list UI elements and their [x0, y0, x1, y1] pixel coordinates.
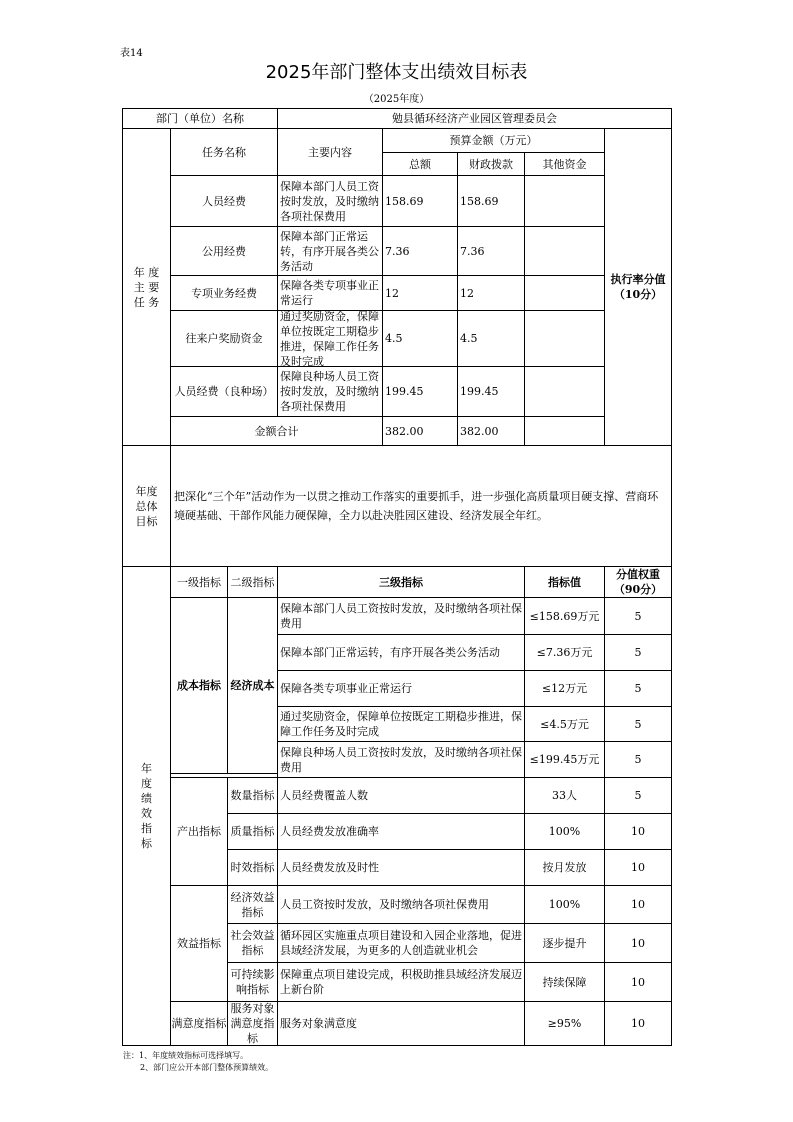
output-value: 33人 — [524, 777, 605, 814]
output-level2: 时效指标 — [227, 849, 278, 886]
cost-weight: 5 — [604, 741, 672, 778]
cost-value: ≤4.5万元 — [524, 706, 605, 742]
satisfaction-level2: 服务对象满意度指标 — [227, 1001, 278, 1046]
benefit-value: 逐步提升 — [524, 923, 605, 963]
benefit-level3: 循环园区实施重点项目建设和入园企业落地，促进县域经济发展，为更多的人创造就业机会 — [277, 923, 525, 963]
output-weight: 10 — [604, 813, 672, 850]
cost-weight: 5 — [604, 706, 672, 742]
indicators-section-text: 年度绩效指标 — [141, 762, 152, 850]
benefit-weight: 10 — [604, 885, 672, 924]
col-budget: 预算金额（万元） — [382, 128, 605, 153]
satisfaction-value: ≥95% — [524, 1001, 605, 1046]
col-level3: 三级指标 — [277, 566, 525, 598]
cost-level2: 经济成本 — [227, 597, 278, 774]
benefit-level2: 可持续影响指标 — [227, 962, 278, 1002]
col-main-content: 主要内容 — [277, 128, 383, 176]
output-weight: 5 — [604, 777, 672, 814]
indicators-section-label — [122, 566, 171, 1046]
task-name: 专项业务经费 — [170, 275, 278, 311]
col-level2: 二级指标 — [227, 566, 278, 598]
cost-level3: 通过奖励资金，保障单位按既定工期稳步推进，保障工作任务及时完成 — [277, 706, 525, 742]
output-value: 100% — [524, 813, 605, 850]
col-fiscal: 财政拨款 — [457, 152, 525, 176]
task-total: 12 — [382, 275, 458, 311]
tasks-section-label — [122, 128, 171, 446]
sum-label: 金额合计 — [170, 416, 383, 446]
satisfaction-weight: 10 — [604, 1001, 672, 1046]
exec-rate-text: 执行率分值（10分） — [610, 273, 666, 301]
cost-value: ≤158.69万元 — [524, 597, 605, 635]
col-other: 其他资金 — [524, 152, 605, 176]
output-level2: 数量指标 — [227, 777, 278, 814]
col-weight-text: 分值权重（90分） — [613, 568, 663, 596]
sum-total: 382.00 — [382, 416, 458, 446]
cost-weight: 5 — [604, 597, 672, 635]
task-other — [524, 275, 605, 311]
task-other — [524, 366, 605, 417]
task-content: 保障良种场人员工资按时发放，及时缴纳各项社保费用 — [277, 366, 383, 417]
cost-value: ≤12万元 — [524, 670, 605, 707]
task-fiscal: 199.45 — [457, 366, 525, 417]
benefit-level2: 社会效益指标 — [227, 923, 278, 963]
task-name: 人员经费（良种场） — [170, 366, 278, 417]
task-total: 158.69 — [382, 175, 458, 227]
col-total: 总额 — [382, 152, 458, 176]
benefit-weight: 10 — [604, 962, 672, 1002]
cost-weight: 5 — [604, 634, 672, 671]
benefit-weight: 10 — [604, 923, 672, 963]
cost-level3: 保障本部门人员工资按时发放，及时缴纳各项社保费用 — [277, 597, 525, 635]
benefit-level3: 保障重点项目建设完成，积极助推县域经济发展迈上新台阶 — [277, 962, 525, 1002]
task-content: 通过奖励资金，保障单位按既定工期稳步推进，保障工作任务及时完成 — [277, 310, 383, 367]
exec-rate-label — [604, 128, 672, 446]
task-content: 保障各类专项事业正常运行 — [277, 275, 383, 311]
dept-label: 部门（单位）名称 — [122, 108, 278, 129]
task-fiscal: 158.69 — [457, 175, 525, 227]
sum-fiscal: 382.00 — [457, 416, 525, 446]
page-title: 2025年部门整体支出绩效目标表 — [265, 62, 528, 83]
output-level3: 人员经费发放及时性 — [277, 849, 525, 886]
sum-other — [524, 416, 605, 446]
task-fiscal: 12 — [457, 275, 525, 311]
benefit-level2: 经济效益指标 — [227, 885, 278, 924]
table-number: 表14 — [120, 48, 143, 59]
task-name: 往来户奖励资金 — [170, 310, 278, 367]
task-name: 公用经费 — [170, 226, 278, 276]
task-total: 7.36 — [382, 226, 458, 276]
cost-level3: 保障各类专项事业正常运行 — [277, 670, 525, 707]
cost-value: ≤7.36万元 — [524, 634, 605, 671]
task-other — [524, 226, 605, 276]
benefit-value: 100% — [524, 885, 605, 924]
task-total: 199.45 — [382, 366, 458, 417]
benefit-level3: 人员工资按时发放，及时缴纳各项社保费用 — [277, 885, 525, 924]
footnote: 2、部门应公开本部门整体预算绩效。 — [140, 1063, 274, 1072]
output-weight: 10 — [604, 849, 672, 886]
task-content: 保障本部门正常运转，有序开展各类公务活动 — [277, 226, 383, 276]
dept-name: 勉县循环经济产业园区管理委员会 — [277, 108, 672, 129]
goal-label — [122, 445, 171, 567]
satisfaction-level1: 满意度指标 — [170, 1001, 228, 1046]
footnotes — [123, 1050, 273, 1074]
task-fiscal: 7.36 — [457, 226, 525, 276]
cost-weight: 5 — [604, 670, 672, 707]
cost-value: ≤199.45万元 — [524, 741, 605, 778]
output-level2: 质量指标 — [227, 813, 278, 850]
benefit-value: 持续保障 — [524, 962, 605, 1002]
output-value: 按月发放 — [524, 849, 605, 886]
task-fiscal: 4.5 — [457, 310, 525, 367]
output-level3: 人员经费发放准确率 — [277, 813, 525, 850]
tasks-section-text: 年 度 主 要 任 务 — [133, 265, 160, 309]
goal-label-text: 年度总体目标 — [135, 484, 158, 528]
task-name: 人员经费 — [170, 175, 278, 227]
task-content: 保障本部门人员工资按时发放，及时缴纳各项社保费用 — [277, 175, 383, 227]
col-task-name: 任务名称 — [170, 128, 278, 176]
page-subtitle: （2025年度） — [363, 94, 430, 105]
col-level1: 一级指标 — [170, 566, 228, 598]
task-other — [524, 310, 605, 367]
goal-text: 把深化“三个年”活动作为一以贯之推动工作落实的重要抓手，进一步强化高质量项目硬支撑、营商环境硬基础、干部作风能力硬保障，全力以赴决胜园区建设、经济发展全年红。 — [170, 445, 672, 567]
output-level3: 人员经费覆盖人数 — [277, 777, 525, 814]
task-other — [524, 175, 605, 227]
col-weight — [604, 566, 672, 598]
satisfaction-level3: 服务对象满意度 — [277, 1001, 525, 1046]
col-indicator-value: 指标值 — [524, 566, 605, 598]
output-level1: 产出指标 — [170, 777, 228, 886]
cost-level3: 保障本部门正常运转，有序开展各类公务活动 — [277, 634, 525, 671]
cost-level3: 保障良种场人员工资按时发放，及时缴纳各项社保费用 — [277, 741, 525, 778]
benefit-level1: 效益指标 — [170, 885, 228, 1002]
task-total: 4.5 — [382, 310, 458, 367]
cost-level1: 成本指标 — [170, 597, 228, 774]
footnote: 注：1、年度绩效指标可选择填写。 — [123, 1051, 249, 1060]
